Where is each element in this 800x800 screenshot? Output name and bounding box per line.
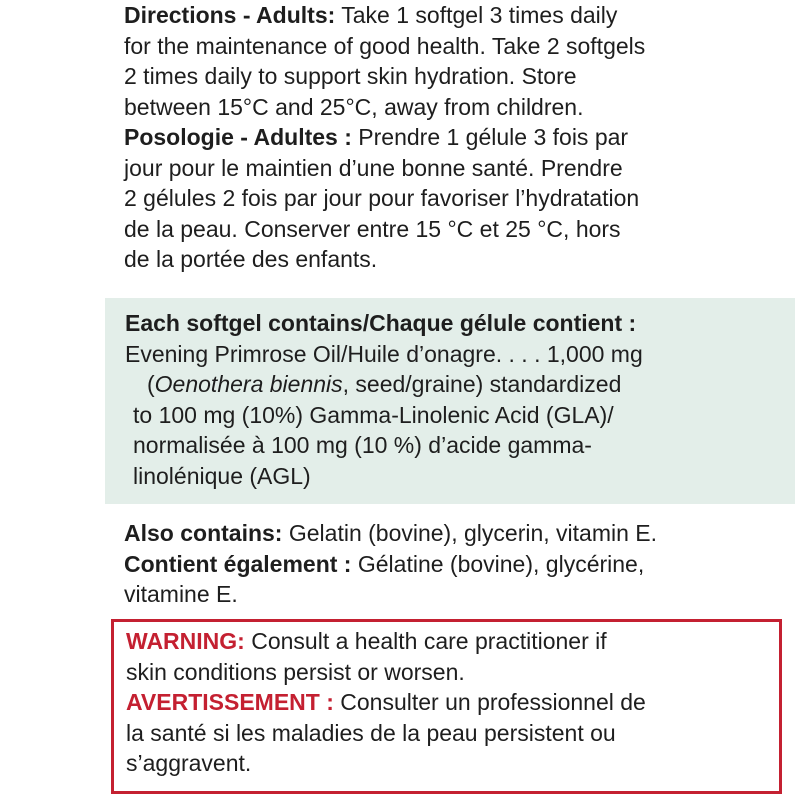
also-contains-fr: Contient également : Gélatine (bovine), glycérine, <box>124 550 645 577</box>
warning-en-line-2: skin conditions persist or worsen. <box>126 658 465 685</box>
ingredients-heading: Each softgel contains/Chaque gélule contient : <box>125 310 637 336</box>
directions-section <box>124 0 784 275</box>
warning-fr-line-2: la santé si les maladies de la peau persistent ou <box>126 719 616 746</box>
ingredient-standardized-line: to 100 mg (10%) Gamma-Linolenic Acid (GLA)/ <box>133 401 614 428</box>
directions-fr-line-4: de la peau. Conserver entre 15 °C et 25 °C, hors <box>124 215 621 242</box>
also-contains-en-heading: Also contains: <box>124 520 283 546</box>
latin-name: Oenothera biennis <box>154 371 343 397</box>
directions-en-line-2: for the maintenance of good health. Take 2 softgels <box>124 32 646 59</box>
directions-en-heading: Directions - Adults: <box>124 2 336 28</box>
warning-box <box>111 619 782 794</box>
warning-fr-line-1: AVERTISSEMENT : Consulter un professionnel de <box>126 689 646 715</box>
warning-fr-line-3: s’aggravent. <box>126 750 252 776</box>
directions-fr-line-3: 2 gélules 2 fois par jour pour favoriser l’hydratation <box>124 185 640 211</box>
directions-en-line-1: Directions - Adults: Take 1 softgel 3 times daily <box>124 2 618 28</box>
directions-en-line-3: 2 times daily to support skin hydration. Store <box>124 63 577 89</box>
also-contains-en: Also contains: Gelatin (bovine), glycerin, vitamin E. <box>124 520 658 546</box>
ingredient-normalisee-line: normalisée à 100 mg (10 %) d’acide gamma- <box>133 432 592 458</box>
directions-en-line-4: between 15°C and 25°C, away from children. <box>124 93 584 120</box>
warning-en-heading: WARNING: <box>126 628 245 654</box>
directions-fr-heading: Posologie - Adultes : <box>124 124 352 150</box>
also-contains-fr-cont: vitamine E. <box>124 581 238 607</box>
also-contains-section <box>124 518 784 610</box>
ingredient-source-line: (Oenothera biennis, seed/graine) standardized <box>147 371 622 397</box>
warning-en-line-1: WARNING: Consult a health care practitioner if <box>126 628 607 654</box>
warning-fr-heading: AVERTISSEMENT : <box>126 689 334 715</box>
directions-fr-line-2: jour pour le maintien d’une bonne santé. Prendre <box>124 154 623 181</box>
ingredient-agl-line: linolénique (AGL) <box>133 462 311 489</box>
directions-fr-line-5: de la portée des enfants. <box>124 246 378 272</box>
ingredients-panel <box>105 298 795 504</box>
ingredient-evening-primrose-oil: Evening Primrose Oil/Huile d’onagre. . . . 1,000 mg <box>125 340 643 367</box>
directions-fr-line-1: Posologie - Adultes : Prendre 1 gélule 3 fois par <box>124 124 629 150</box>
also-contains-fr-heading: Contient également : <box>124 550 352 577</box>
